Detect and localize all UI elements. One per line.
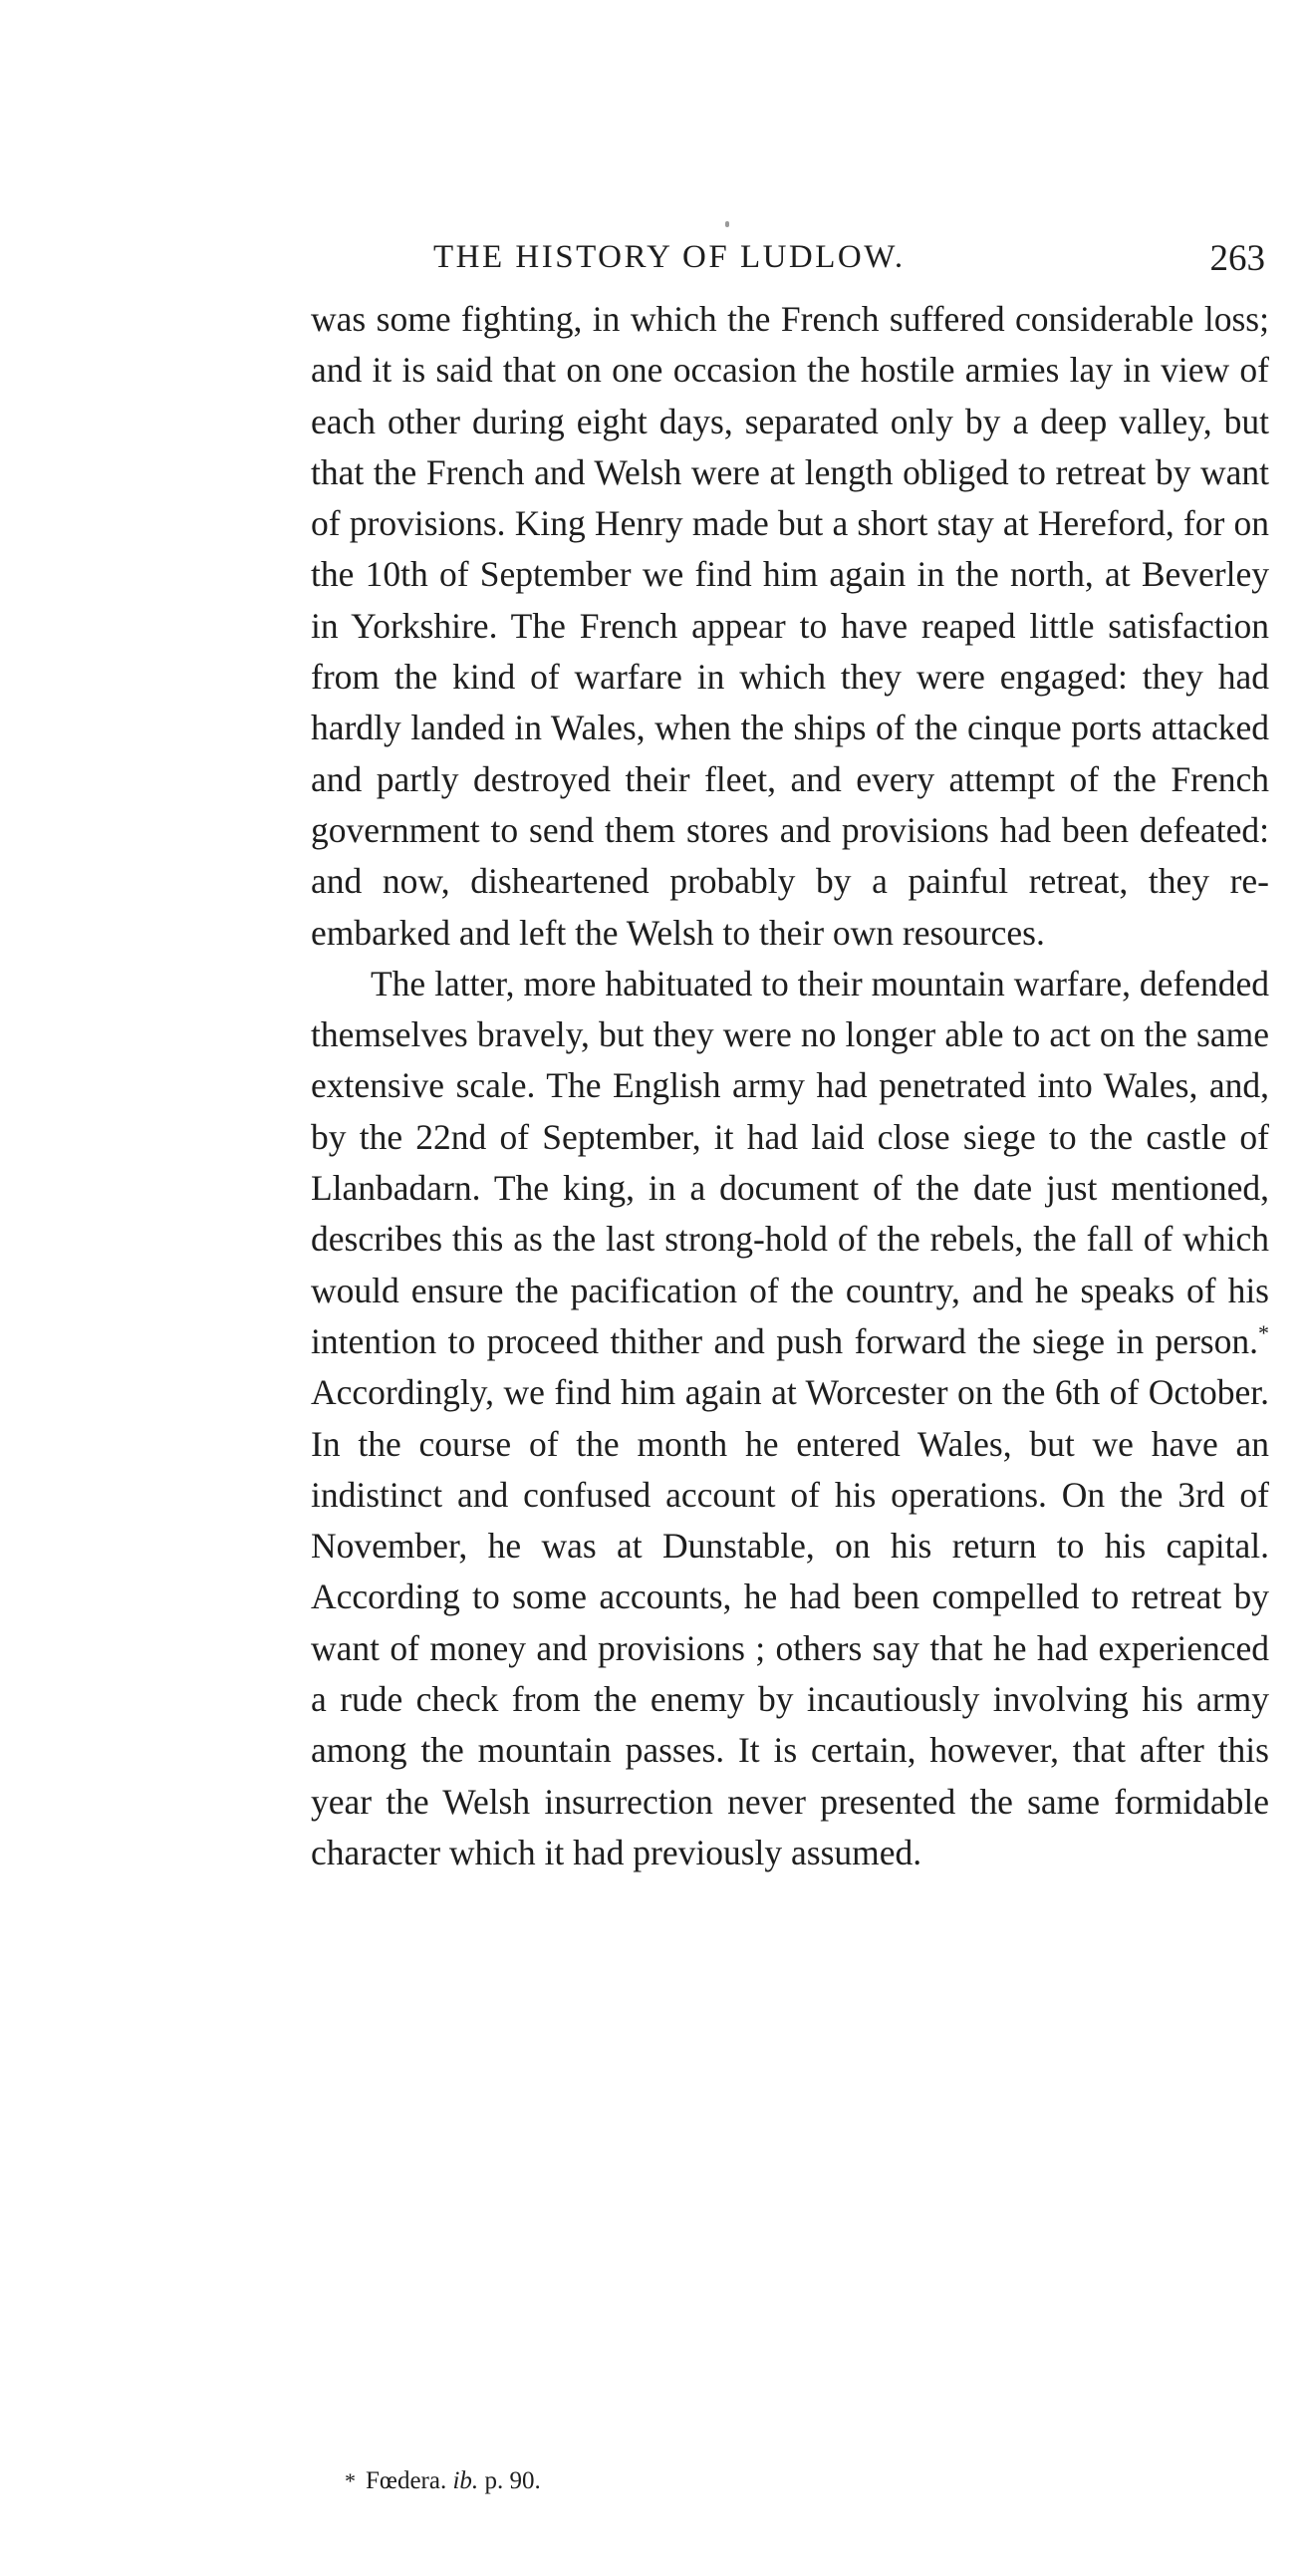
footnote-source: Fœdera. [366, 2467, 453, 2494]
ink-speck [725, 221, 729, 227]
paragraph-2 [311, 959, 1269, 1878]
page-number: 263 [1209, 238, 1265, 279]
footnote-reference: * [1258, 1320, 1269, 1346]
running-title: THE HISTORY OF LUDLOW. [433, 239, 906, 275]
paragraph-2-part-1: The latter, more habituated to their mountain warfare, defended themselves bravely, but they were no longer able to act on the same extensive scale. The English army had penetrated into Wales, and, by the 22nd of September, it had laid close siege to the castle of Llanbadarn. The king, in a document of the date just mentioned, describes this as the last strong-hold of the rebels, the fall of which would ensure the pacification of the country, and he speaks of his intention to proceed thither and push forward the siege in person. [311, 963, 1269, 1361]
body-text [311, 294, 1269, 1878]
footnote-page: p. 90. [478, 2467, 541, 2494]
paragraph-1: was some fighting, in which the French suffered considerable loss; and it is said that on one occasion the hostile armies lay in view of each other during eight days, separated only by a deep valley, but that the French and Welsh were at length obliged to retreat by want of provisions. King Henry made but a short stay at Hereford, for on the 10th of September we find him again in the north, at Beverley in Yorkshire. The French appear to have reaped little satisfaction from the kind of warfare in which they were engaged: they had hardly landed in Wales, when the ships of the cinque ports attacked and partly destroyed their fleet, and every attempt of the French government to send them stores and provisions had been defeated: and now, disheartened probably by a painful retreat, they re-embarked and left the Welsh to their own resources. [311, 299, 1269, 953]
footnote-mark: * [345, 2468, 356, 2493]
paragraph-2-part-2: Accordingly, we find him again at Worcester on the 6th of October. In the course of the month he entered Wales, but we have an indistinct and confused account of his operations. On the 3rd of November, he was at Dunstable, on his return to his capital. According to some accounts, he had been compelled to retreat by want of money and provisions ; others say that he had experienced a rude check from the enemy by incautiously involving his army among the mountain passes. It is certain, however, that after this year the Welsh insurrection never presented the same formidable character which it had previously assumed. [311, 1372, 1269, 1872]
page-header [309, 239, 1265, 279]
footnote [345, 2467, 541, 2495]
footnote-ibid: ib. [452, 2467, 479, 2494]
